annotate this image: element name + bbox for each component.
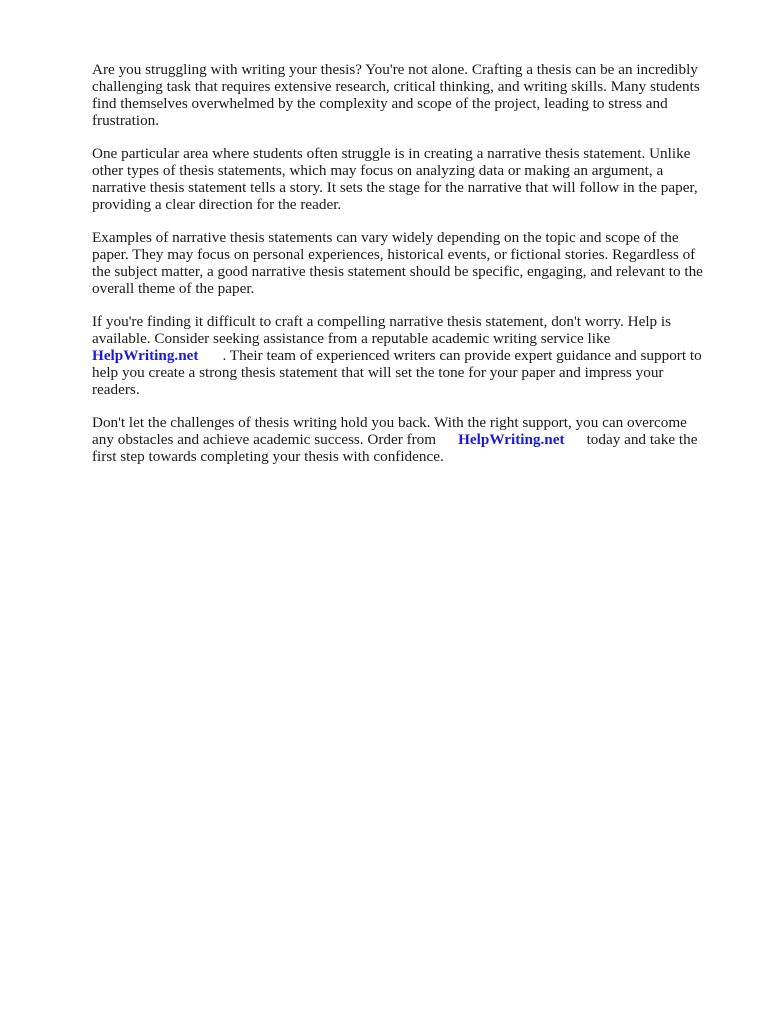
text-line: the subject matter, a good narrative thesis statement should be specific, engaging, and relevant to the xyxy=(92,263,703,280)
helpwriting-link[interactable]: HelpWriting.net xyxy=(458,431,565,448)
paragraph-4 xyxy=(92,313,722,398)
text-line: find themselves overwhelmed by the complexity and scope of the project, leading to stress and xyxy=(92,95,668,112)
text-line: narrative thesis statement tells a story. It sets the stage for the narrative that will follow in the paper, xyxy=(92,179,698,196)
text-line: first step towards completing your thesis with confidence. xyxy=(92,448,444,465)
text-line: If you're finding it difficult to craft a compelling narrative thesis statement, don't worry. Help is xyxy=(92,313,672,330)
text-line: challenging task that requires extensive research, critical thinking, and writing skills. Many students xyxy=(92,78,700,95)
text-line: other types of thesis statements, which may focus on analyzing data or making an argument, a xyxy=(92,162,664,179)
text-line: Are you struggling with writing your thesis? You're not alone. Crafting a thesis can be an incredibly xyxy=(92,61,698,78)
paragraph-1 xyxy=(92,61,722,129)
text-line: paper. They may focus on personal experiences, historical events, or fictional stories. Regardless of xyxy=(92,246,696,263)
text-line: frustration. xyxy=(92,112,160,129)
text-line: Don't let the challenges of thesis writing hold you back. With the right support, you can overcome xyxy=(92,414,687,431)
text-line: available. Consider seeking assistance from a reputable academic writing service like xyxy=(92,330,611,347)
text-fragment: . Their team of experienced writers can provide expert guidance and support to xyxy=(222,347,702,364)
document-body xyxy=(92,61,722,481)
paragraph-3 xyxy=(92,229,722,297)
text-line: providing a clear direction for the reader. xyxy=(92,196,342,213)
text-line: One particular area where students often struggle is in creating a narrative thesis statement. Unlike xyxy=(92,145,691,162)
text-line-with-link xyxy=(92,431,722,448)
text-line-with-link xyxy=(92,347,722,364)
text-line: help you create a strong thesis statement that will set the tone for your paper and impress your xyxy=(92,364,664,381)
text-fragment: any obstacles and achieve academic success. Order from xyxy=(92,431,437,448)
text-fragment: today and take the xyxy=(586,431,698,448)
paragraph-5 xyxy=(92,414,722,465)
text-line: Examples of narrative thesis statements can vary widely depending on the topic and scope of the xyxy=(92,229,679,246)
text-line: overall theme of the paper. xyxy=(92,280,255,297)
helpwriting-link[interactable]: HelpWriting.net xyxy=(92,347,199,364)
text-line: readers. xyxy=(92,381,140,398)
paragraph-2 xyxy=(92,145,722,213)
